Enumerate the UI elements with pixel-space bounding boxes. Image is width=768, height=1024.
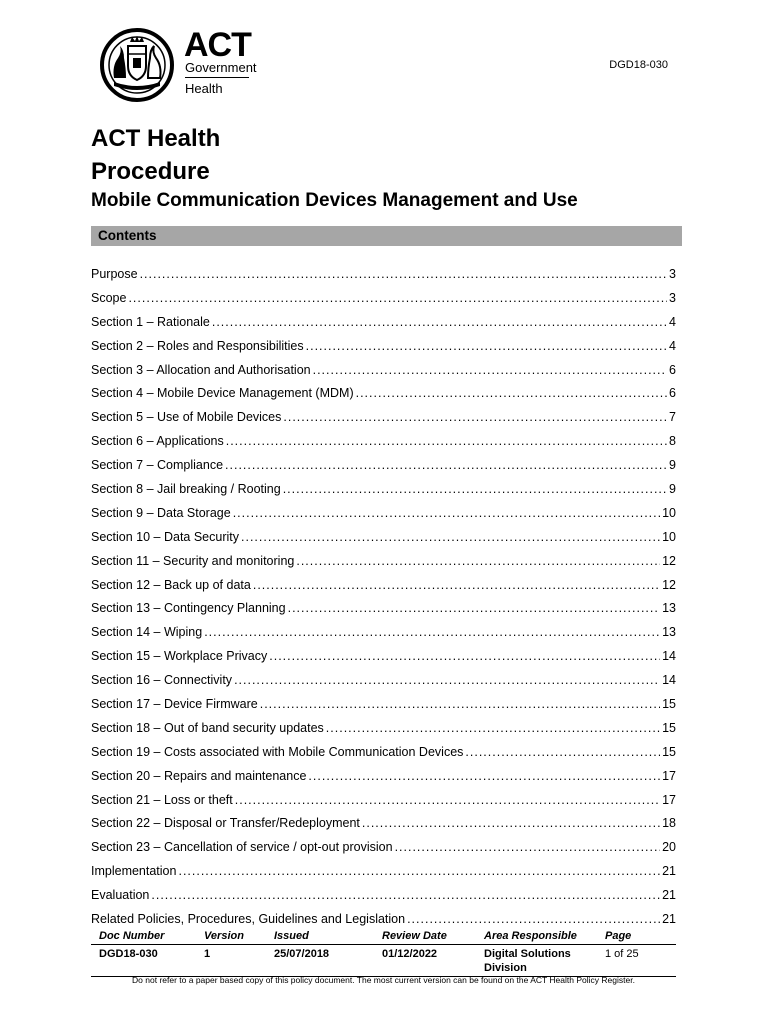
toc-entry-page-number: 14	[662, 673, 676, 688]
toc-entry-page-number: 4	[669, 314, 676, 329]
toc-entry-page-number: 7	[669, 410, 676, 425]
toc-entry-page-number: 15	[662, 744, 676, 759]
toc-dot-leader	[296, 553, 660, 569]
toc-entry[interactable]	[91, 549, 676, 573]
header-issued: Issued	[266, 929, 374, 945]
toc-entry-label: Section 20 – Repairs and maintenance	[91, 768, 307, 783]
contents-heading-bar	[91, 226, 682, 246]
toc-entry[interactable]	[91, 811, 676, 835]
toc-entry-page-number: 14	[662, 649, 676, 664]
toc-entry-label: Section 15 – Workplace Privacy	[91, 649, 268, 664]
toc-dot-leader	[204, 624, 660, 640]
value-area-responsible: Digital Solutions Division	[484, 948, 571, 974]
toc-entry-label: Section 2 – Roles and Responsibilities	[91, 338, 304, 353]
toc-entry-page-number: 17	[662, 792, 676, 807]
toc-entry-label: Section 8 – Jail breaking / Rooting	[91, 481, 281, 496]
toc-entry-page-number: 17	[662, 768, 676, 783]
toc-entry-page-number: 18	[662, 816, 676, 831]
header-page: Page	[597, 929, 676, 945]
toc-entry-label: Section 17 – Device Firmware	[91, 696, 258, 711]
toc-entry-page-number: 15	[662, 720, 676, 735]
value-page: 1 of 25	[605, 948, 639, 960]
toc-entry-page-number: 4	[669, 338, 676, 353]
toc-entry-label: Scope	[91, 290, 127, 305]
title-line-1: ACT Health	[91, 125, 221, 152]
toc-entry[interactable]	[91, 381, 676, 405]
toc-entry[interactable]	[91, 310, 676, 334]
toc-entry-page-number: 12	[662, 553, 676, 568]
toc-dot-leader	[151, 887, 660, 903]
toc-entry-page-number: 21	[662, 888, 676, 903]
header-doc-id: DGD18-030	[609, 59, 668, 71]
toc-entry-label: Section 12 – Back up of data	[91, 577, 251, 592]
toc-dot-leader	[269, 648, 660, 664]
toc-entry-label: Section 11 – Security and monitoring	[91, 553, 295, 568]
toc-dot-leader	[313, 362, 667, 378]
toc-dot-leader	[395, 839, 661, 855]
toc-dot-leader	[283, 481, 667, 497]
toc-entry-label: Purpose	[91, 266, 138, 281]
toc-dot-leader	[226, 433, 667, 449]
toc-dot-leader	[260, 696, 660, 712]
toc-entry-label: Section 22 – Disposal or Transfer/Redeployment	[91, 816, 360, 831]
toc-entry-label: Section 10 – Data Security	[91, 529, 239, 544]
toc-entry[interactable]	[91, 692, 676, 716]
toc-entry-page-number: 3	[669, 290, 676, 305]
toc-entry-page-number: 21	[662, 911, 676, 926]
table-of-contents	[91, 262, 676, 931]
toc-entry[interactable]	[91, 644, 676, 668]
logo-act-text: ACT	[184, 26, 251, 64]
toc-entry-page-number: 15	[662, 696, 676, 711]
toc-entry[interactable]	[91, 358, 676, 382]
toc-entry-page-number: 13	[662, 625, 676, 640]
toc-entry-label: Evaluation	[91, 888, 150, 903]
toc-dot-leader	[128, 290, 667, 306]
footer-disclaimer: Do not refer to a paper based copy of this policy document. The most current version can be found on the ACT Health Policy Register.	[132, 975, 635, 985]
header-review-date: Review Date	[374, 929, 476, 945]
value-version: 1	[204, 948, 211, 960]
toc-entry[interactable]	[91, 788, 676, 812]
toc-entry[interactable]	[91, 262, 676, 286]
toc-entry-page-number: 9	[669, 458, 676, 473]
toc-entry-label: Implementation	[91, 864, 177, 879]
toc-entry[interactable]	[91, 835, 676, 859]
contents-heading: Contents	[98, 228, 157, 243]
toc-entry-label: Section 9 – Data Storage	[91, 505, 231, 520]
toc-entry[interactable]	[91, 501, 676, 525]
toc-entry[interactable]	[91, 668, 676, 692]
header-area-responsible: Area Responsible	[476, 929, 597, 945]
toc-dot-leader	[362, 815, 660, 831]
toc-dot-leader	[235, 792, 660, 808]
toc-dot-leader	[140, 266, 667, 282]
toc-entry[interactable]	[91, 525, 676, 549]
toc-entry-page-number: 21	[662, 864, 676, 879]
value-review-date: 01/12/2022	[382, 948, 438, 960]
logo-government-text: Government	[185, 60, 257, 75]
toc-entry-label: Section 13 – Contingency Planning	[91, 601, 286, 616]
title-line-2: Procedure	[91, 158, 210, 185]
toc-entry-page-number: 13	[662, 601, 676, 616]
toc-entry[interactable]	[91, 405, 676, 429]
header-doc-number: Doc Number	[91, 929, 196, 945]
toc-entry[interactable]	[91, 764, 676, 788]
toc-entry[interactable]	[91, 859, 676, 883]
toc-entry-page-number: 20	[662, 840, 676, 855]
toc-dot-leader	[234, 672, 660, 688]
toc-entry-label: Section 1 – Rationale	[91, 314, 210, 329]
toc-entry-label: Section 14 – Wiping	[91, 625, 203, 640]
value-doc-number: DGD18-030	[99, 948, 158, 960]
toc-entry-page-number: 3	[669, 266, 676, 281]
toc-entry[interactable]	[91, 334, 676, 358]
toc-entry-page-number: 10	[662, 529, 676, 544]
toc-entry-label: Section 18 – Out of band security updates	[91, 720, 324, 735]
toc-dot-leader	[178, 863, 660, 879]
value-issued: 25/07/2018	[274, 948, 330, 960]
toc-entry[interactable]	[91, 620, 676, 644]
toc-entry[interactable]	[91, 596, 676, 620]
header-version: Version	[196, 929, 266, 945]
act-crest-icon	[100, 28, 174, 102]
toc-entry[interactable]	[91, 453, 676, 477]
toc-entry[interactable]	[91, 286, 676, 310]
toc-dot-leader	[326, 720, 660, 736]
toc-entry-label: Section 16 – Connectivity	[91, 673, 233, 688]
toc-entry-label: Section 3 – Allocation and Authorisation	[91, 362, 311, 377]
toc-entry-page-number: 6	[669, 386, 676, 401]
toc-entry[interactable]	[91, 429, 676, 453]
act-government-health-logo	[100, 28, 260, 102]
toc-dot-leader	[465, 744, 660, 760]
document-control-table	[91, 929, 676, 975]
toc-entry-page-number: 10	[662, 505, 676, 520]
toc-dot-leader	[253, 577, 660, 593]
toc-entry[interactable]	[91, 477, 676, 501]
toc-dot-leader	[233, 505, 660, 521]
document-footer	[91, 929, 676, 977]
toc-dot-leader	[225, 457, 667, 473]
toc-entry-page-number: 9	[669, 481, 676, 496]
toc-entry-label: Section 19 – Costs associated with Mobile Communication Devices	[91, 744, 464, 759]
toc-entry[interactable]	[91, 883, 676, 907]
toc-entry-label: Related Policies, Procedures, Guidelines and Legislation	[91, 911, 406, 926]
toc-dot-leader	[241, 529, 660, 545]
toc-dot-leader	[288, 600, 661, 616]
logo-divider	[185, 77, 249, 78]
toc-entry[interactable]	[91, 573, 676, 597]
toc-dot-leader	[407, 911, 660, 927]
toc-dot-leader	[356, 385, 667, 401]
toc-dot-leader	[306, 338, 667, 354]
toc-entry-label: Section 7 – Compliance	[91, 458, 224, 473]
toc-dot-leader	[283, 409, 667, 425]
toc-entry-label: Section 21 – Loss or theft	[91, 792, 233, 807]
toc-entry-page-number: 12	[662, 577, 676, 592]
toc-entry-label: Section 23 – Cancellation of service / opt-out provision	[91, 840, 393, 855]
toc-entry[interactable]	[91, 740, 676, 764]
toc-entry-page-number: 6	[669, 362, 676, 377]
toc-dot-leader	[212, 314, 667, 330]
document-subtitle: Mobile Communication Devices Management and Use	[91, 190, 578, 211]
toc-entry[interactable]	[91, 907, 676, 931]
toc-entry-label: Section 6 – Applications	[91, 434, 224, 449]
toc-dot-leader	[308, 768, 660, 784]
logo-health-text: Health	[185, 81, 223, 96]
toc-entry-page-number: 8	[669, 434, 676, 449]
toc-entry-label: Section 4 – Mobile Device Management (MDM)	[91, 386, 354, 401]
toc-entry-label: Section 5 – Use of Mobile Devices	[91, 410, 282, 425]
toc-entry[interactable]	[91, 716, 676, 740]
